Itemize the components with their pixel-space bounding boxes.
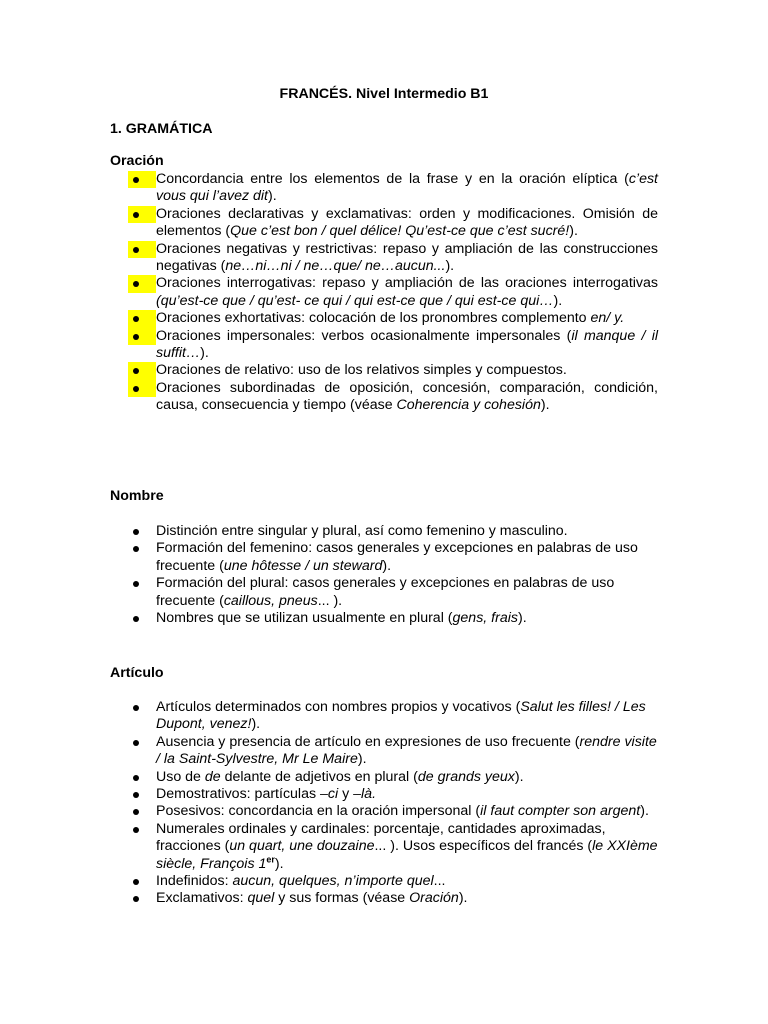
heading-articulo: Artículo xyxy=(110,665,164,681)
bullet-icon xyxy=(128,769,156,786)
bullet-icon xyxy=(128,523,156,540)
list-item: Oraciones impersonales: verbos ocasionalmente impersonales (il manque / il suffit…). xyxy=(128,328,658,363)
list-item: Oraciones interrogativas: repaso y ampliación de las oraciones interrogativas (qu’est-ce que / qu’est- ce qui / qui est-ce que / qui est-ce qui…). xyxy=(128,275,658,310)
list-item: Numerales ordinales y cardinales: porcentaje, cantidades aproximadas, fracciones (un quart, une douzaine... ). Usos específicos del francés (le XXIème siècle, François 1er). xyxy=(128,821,658,873)
heading-oracion: Oración xyxy=(110,153,164,169)
bullet-icon xyxy=(128,610,156,627)
list-item: Oraciones declarativas y exclamativas: orden y modificaciones. Omisión de elementos (Que c’est bon / quel délice! Qu’est-ce que c’est sucré!). xyxy=(128,206,658,241)
articulo-list xyxy=(128,699,658,908)
bullet-icon xyxy=(128,171,156,188)
bullet-icon xyxy=(128,380,156,397)
list-item: Exclamativos: quel y sus formas (véase Oración). xyxy=(128,890,658,907)
bullet-icon xyxy=(128,206,156,223)
list-item: Oraciones de relativo: uso de los relativos simples y compuestos. xyxy=(128,362,658,379)
list-item: Formación del plural: casos generales y excepciones en palabras de uso frecuente (caillous, pneus... ). xyxy=(128,575,658,610)
list-item: Indefinidos: aucun, quelques, n’importe quel... xyxy=(128,873,658,890)
bullet-icon xyxy=(128,821,156,838)
bullet-icon xyxy=(128,241,156,258)
bullet-icon xyxy=(128,890,156,907)
list-item: Concordancia entre los elementos de la frase y en la oración elíptica (c’est vous qui l’avez dit). xyxy=(128,171,658,206)
list-item: Posesivos: concordancia en la oración impersonal (il faut compter son argent). xyxy=(128,803,658,820)
list-item: Oraciones exhortativas: colocación de los pronombres complemento en/ y. xyxy=(128,310,658,327)
list-item: Nombres que se utilizan usualmente en plural (gens, frais). xyxy=(128,610,658,627)
bullet-icon xyxy=(128,786,156,803)
document-title: FRANCÉS. Nivel Intermedio B1 xyxy=(279,86,489,102)
list-item: Formación del femenino: casos generales y excepciones en palabras de uso frecuente (une hôtesse / un steward). xyxy=(128,540,658,575)
nombre-list xyxy=(128,523,658,627)
bullet-icon xyxy=(128,362,156,379)
oracion-list xyxy=(128,171,658,415)
heading-gramatica: 1. GRAMÁTICA xyxy=(110,121,213,137)
bullet-icon xyxy=(128,575,156,592)
list-item: Artículos determinados con nombres propios y vocativos (Salut les filles! / Les Dupont, venez!). xyxy=(128,699,658,734)
bullet-icon xyxy=(128,328,156,345)
list-item: Oraciones negativas y restrictivas: repaso y ampliación de las construcciones negativas (ne…ni…ni / ne…que/ ne…aucun...). xyxy=(128,241,658,276)
bullet-icon xyxy=(128,873,156,890)
bullet-icon xyxy=(128,540,156,557)
list-item: Demostrativos: partículas –ci y –là. xyxy=(128,786,658,803)
list-item: Distinción entre singular y plural, así como femenino y masculino. xyxy=(128,523,658,540)
bullet-icon xyxy=(128,310,156,327)
list-item: Ausencia y presencia de artículo en expresiones de uso frecuente (rendre visite / la Saint-Sylvestre, Mr Le Maire). xyxy=(128,734,658,769)
list-item: Uso de de delante de adjetivos en plural (de grands yeux). xyxy=(128,769,658,786)
list-item: Oraciones subordinadas de oposición, concesión, comparación, condición, causa, consecuencia y tiempo (véase Coherencia y cohesión). xyxy=(128,380,658,415)
bullet-icon xyxy=(128,275,156,292)
bullet-icon xyxy=(128,734,156,751)
bullet-icon xyxy=(128,803,156,820)
heading-nombre: Nombre xyxy=(110,488,164,504)
bullet-icon xyxy=(128,699,156,716)
